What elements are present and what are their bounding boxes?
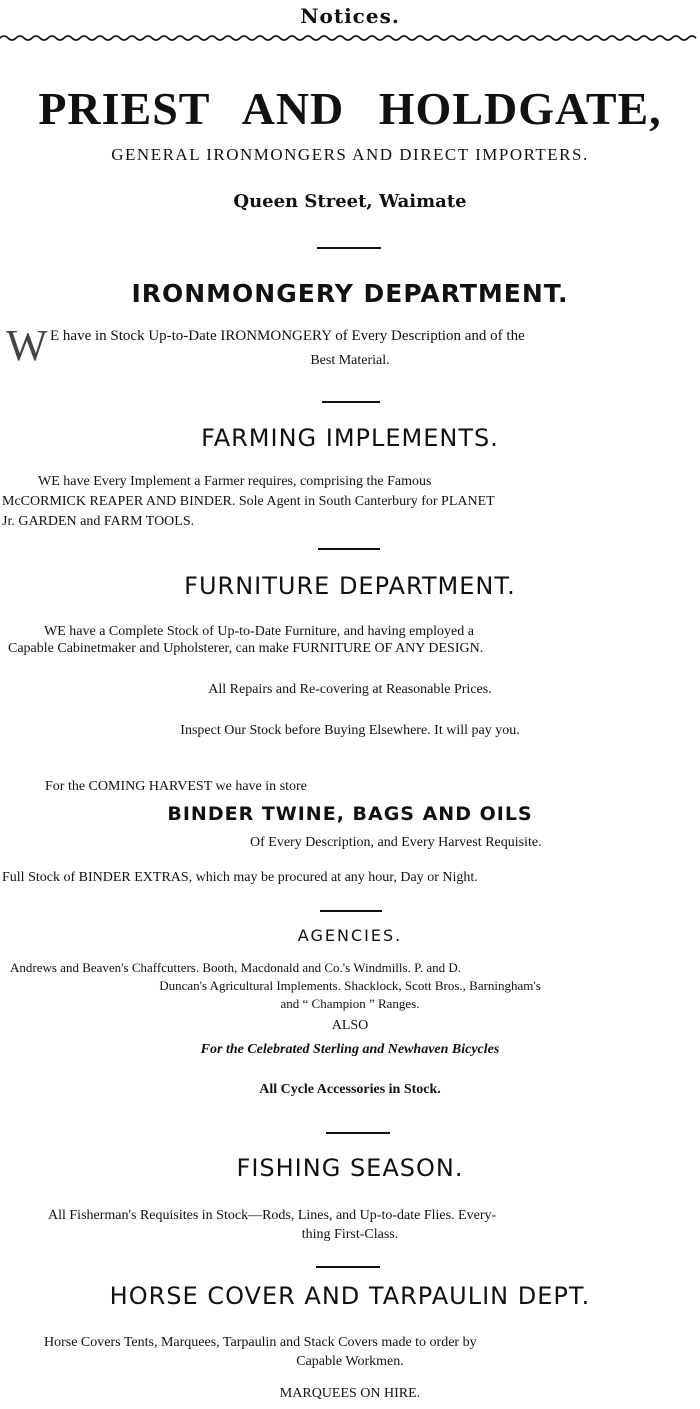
furniture-line-2: Capable Cabinetmaker and Upholsterer, can make FURNITURE OF ANY DESIGN. [8,641,484,656]
fishing-heading: FISHING SEASON. [236,1154,464,1182]
header-wavy-rule [0,34,700,42]
agencies-accessories: All Cycle Accessories in Stock. [259,1082,441,1097]
divider-rule [320,910,382,912]
ironmongery-line-2: Best Material. [310,353,390,368]
agencies-line-3: and “ Champion ” Ranges. [280,996,420,1011]
section-label: Notices. [300,4,400,28]
fishing-line-2: thing First-Class. [301,1227,399,1242]
farming-line-2: McCORMICK REAPER AND BINDER. Sole Agent in South Canterbury for PLANET [2,494,495,509]
horse-cover-line-1: Horse Covers Tents, Marquees, Tarpaulin and Stack Covers made to order by [44,1335,477,1350]
agencies-line-1: Andrews and Beaven's Chaffcutters. Booth, Macdonald and Co.'s Windmills. P. and D. [10,960,462,975]
firm-address: Queen Street, Waimate [233,191,467,212]
furniture-line-1: WE have a Complete Stock of Up-to-Date Furniture, and having employed a [44,624,474,639]
agencies-also: ALSO [331,1018,369,1033]
furniture-heading: FURNITURE DEPARTMENT. [184,572,516,600]
agencies-line-2: Duncan's Agricultural Implements. Shacklock, Scott Bros., Barningham's [159,978,541,993]
divider-rule [318,548,380,550]
horse-cover-line-2: Capable Workmen. [296,1354,404,1369]
harvest-intro: For the COMING HARVEST we have in store [45,779,307,794]
divider-rule [322,401,380,403]
agencies-bicycles: For the Celebrated Sterling and Newhaven Bicycles [200,1042,500,1057]
furniture-repairs: All Repairs and Re-covering at Reasonable Prices. [208,682,492,697]
ironmongery-line-1: E have in Stock Up-to-Date IRONMONGERY of Every Description and of the [50,328,525,344]
furniture-inspect: Inspect Our Stock before Buying Elsewhere. It will pay you. [180,723,520,738]
harvest-heading: BINDER TWINE, BAGS AND OILS [167,803,533,825]
farming-line-3: Jr. GARDEN and FARM TOOLS. [2,514,195,529]
farming-heading: FARMING IMPLEMENTS. [201,424,499,452]
ironmongery-drop-cap: W [6,321,48,370]
divider-rule [317,247,381,249]
farming-line-1: WE have Every Implement a Farmer requires, comprising the Famous [38,474,432,489]
divider-rule [326,1132,390,1134]
firm-name: PRIEST AND HOLDGATE, [38,83,662,134]
firm-description: GENERAL IRONMONGERS AND DIRECT IMPORTERS. [111,145,589,164]
fishing-line-1: All Fisherman's Requisites in Stock—Rods, Lines, and Up-to-date Flies. Every- [48,1208,497,1223]
agencies-heading: AGENCIES. [297,926,403,945]
harvest-detail: Of Every Description, and Every Harvest Requisite. [250,835,542,850]
ironmongery-heading: IRONMONGERY DEPARTMENT. [131,279,569,308]
divider-rule [316,1266,380,1268]
horse-cover-heading: HORSE COVER AND TARPAULIN DEPT. [109,1282,591,1310]
harvest-extras: Full Stock of BINDER EXTRAS, which may be procured at any hour, Day or Night. [2,870,478,885]
horse-cover-marquees: MARQUEES ON HIRE. [279,1386,421,1401]
